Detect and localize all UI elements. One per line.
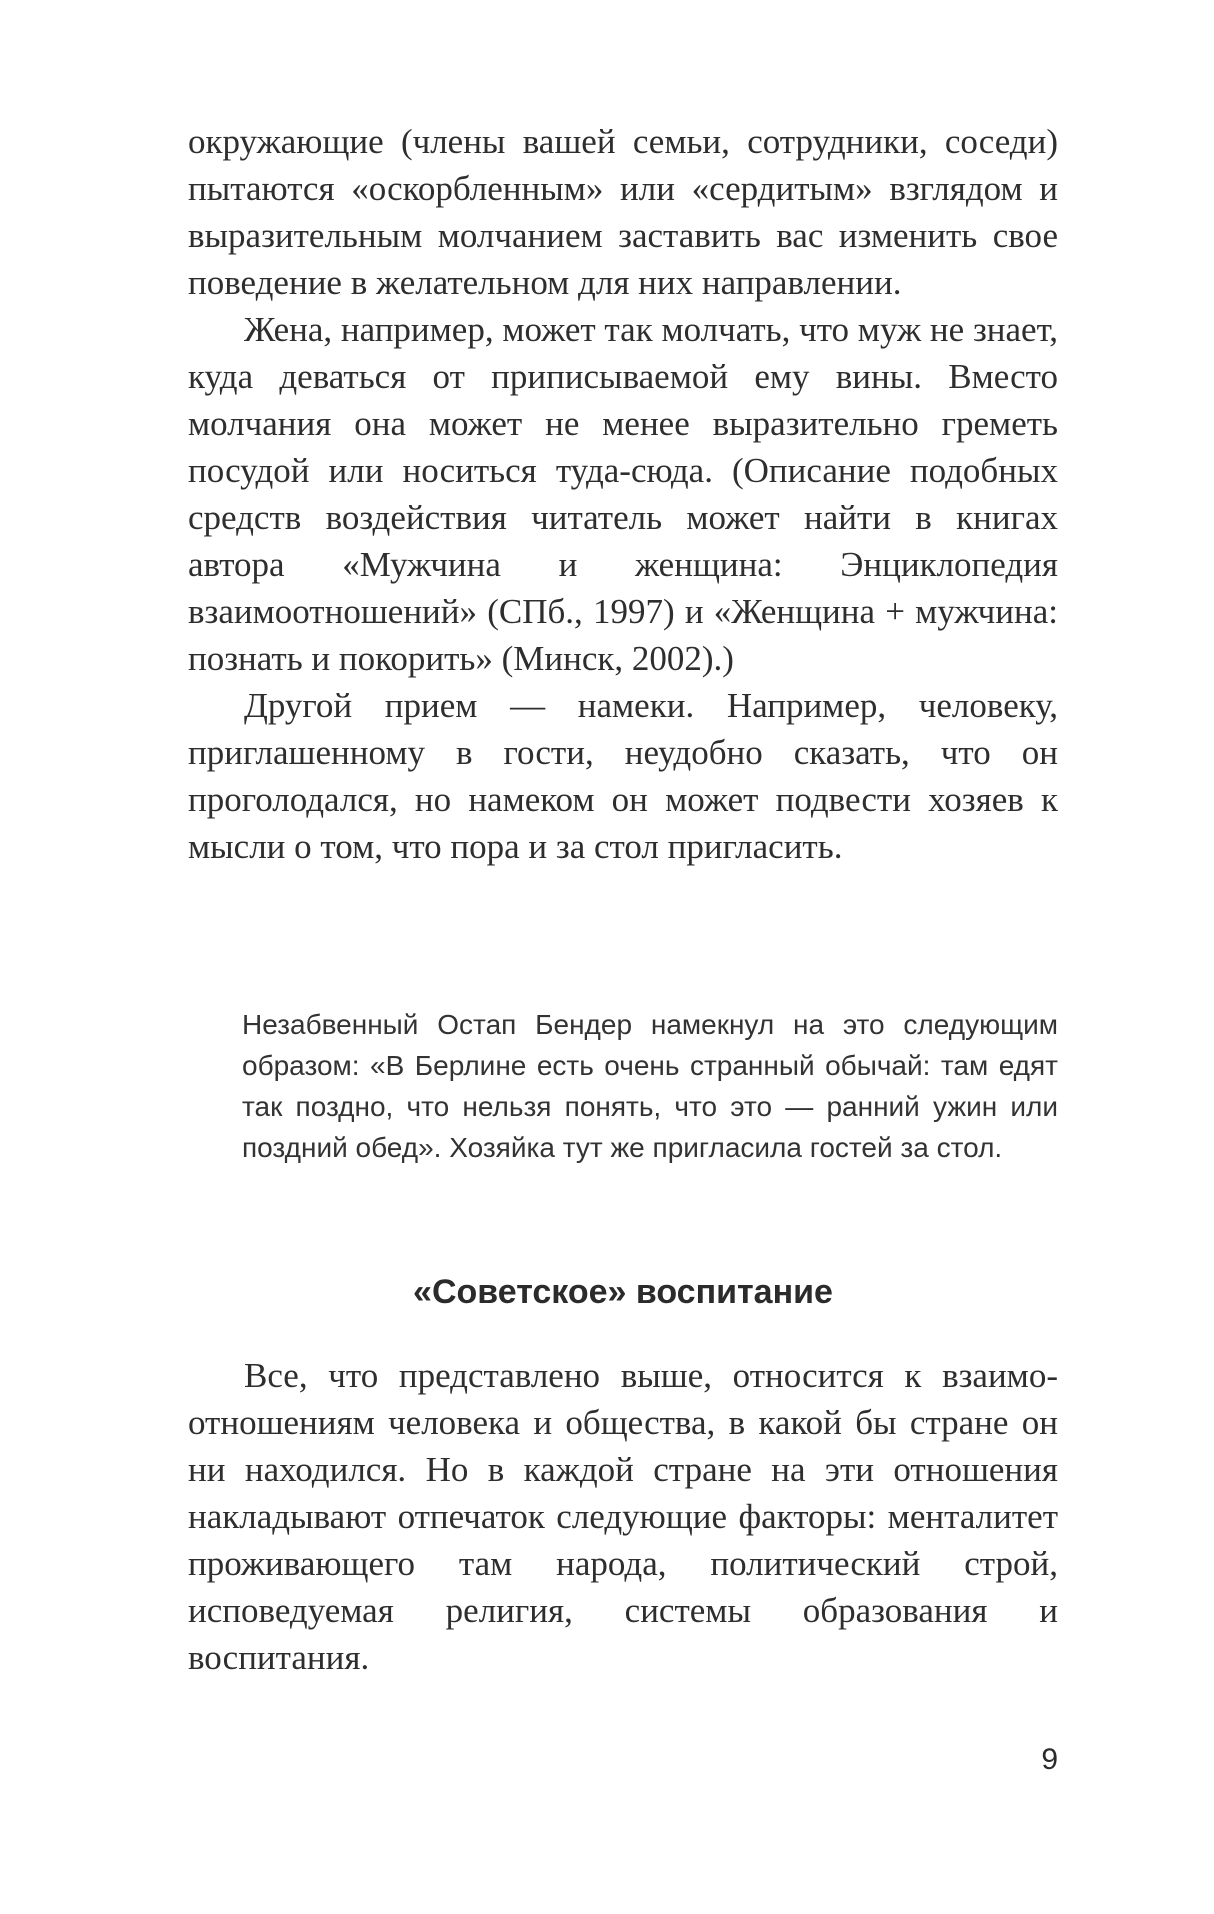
paragraph-continuation: окружающие (члены вашей семьи, сотрудники, соседи) пытаются «оскорбленным» или «сердитым» взглядом и выразительным молчанием заставить вас изменить свое поведение в желательном для них направлении. bbox=[188, 122, 1058, 302]
main-text-block bbox=[188, 118, 1058, 870]
side-note-ostap-bender: Незабвенный Остап Бендер намекнул на это следующим образом: «В Берлине есть очень странный обычай: там едят так поздно, что нельзя понять, что это — ранний ужин или поздний обед». Хозяйка тут же пригласила гостей за стол. bbox=[242, 1009, 1058, 1163]
paragraph-hints: Другой прием — намеки. Например, человеку, приглашенному в гости, неудобно сказать, что он проголодался, но намеком он может подвести хозяев к мысли о том, что пора и за стол пригласить. bbox=[188, 686, 1058, 866]
page-number: 9 bbox=[1041, 1743, 1058, 1776]
paragraph-silence-example: Жена, например, может так молчать, что муж не знает, куда деваться от приписываемой ему вины. Вместо молчания она может не менее выразительно греметь посудой или носиться туда-сюда. (Описание подобных средств воздействия читатель может найти в книгах автора «Мужчина и женщина: Энциклопедия взаимоотношений» (СПб., 1997) и «Женщина + мужчина: познать и покорить» (Минск, 2002).) bbox=[188, 310, 1058, 678]
section-text-block bbox=[188, 1352, 1058, 1681]
paragraph-soviet-upbringing: Все, что представлено выше, относится к взаимоотношениям человека и общества, в какой бы стране он ни находился. Но в каждой стране на эти отношения накладывают отпечаток следующие факторы: менталитет проживающего там народа, политический строй, исповедуемая религия, системы образования и воспитания. bbox=[188, 1356, 1058, 1677]
section-heading: «Советское» воспитание bbox=[413, 1273, 833, 1311]
